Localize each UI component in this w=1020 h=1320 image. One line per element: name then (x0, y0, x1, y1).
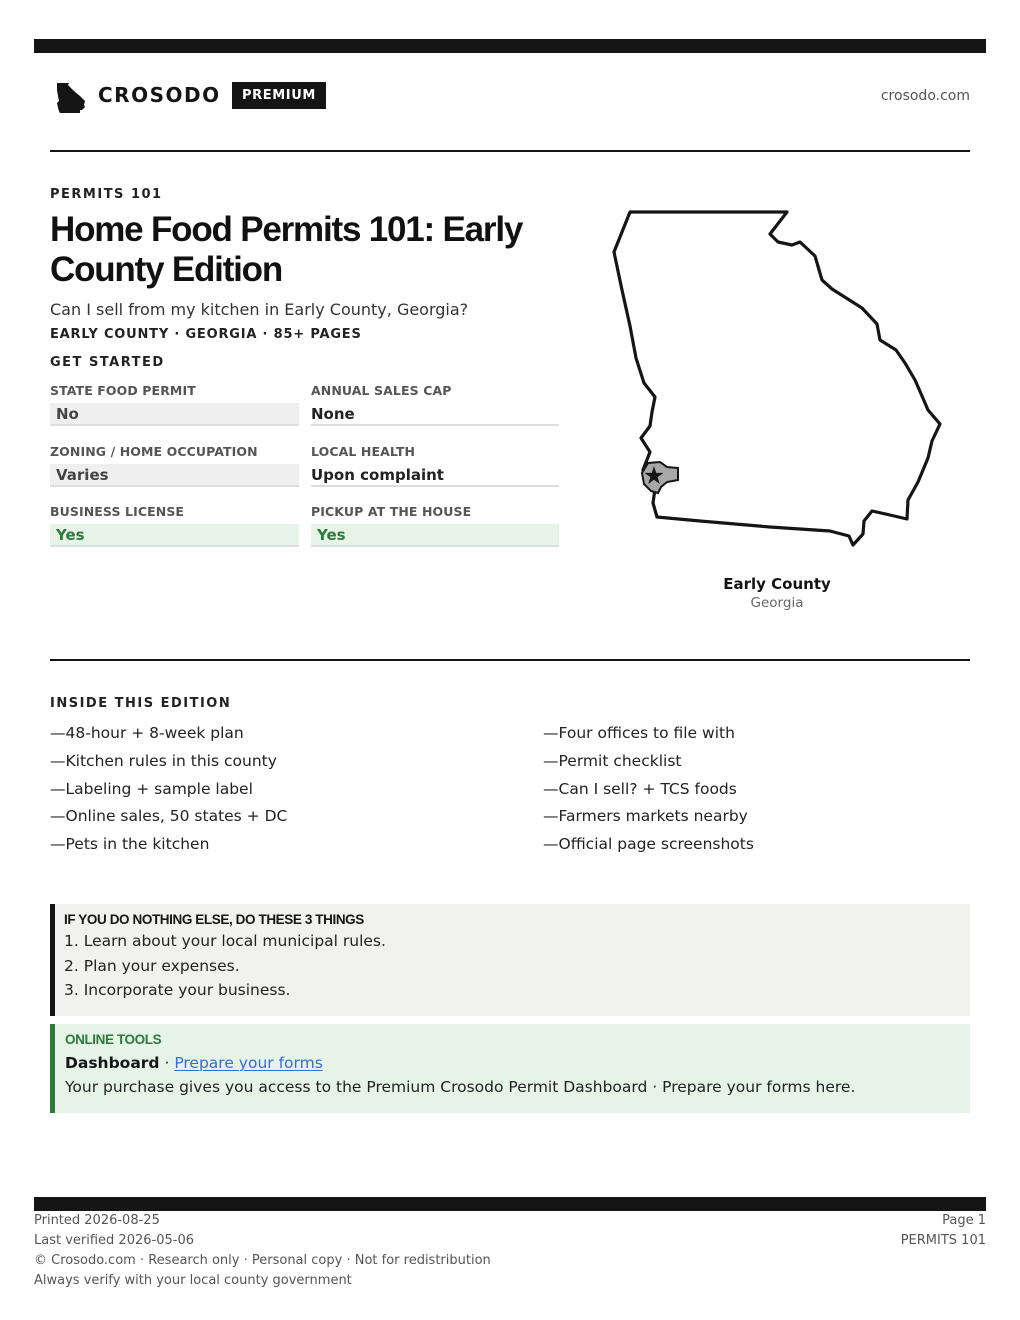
list-item: —Pets in the kitchen (50, 835, 210, 854)
fact-label: STATE FOOD PERMIT (50, 383, 196, 398)
inside-edition-heading: INSIDE THIS EDITION (50, 696, 232, 711)
georgia-state-silhouette-icon (52, 80, 86, 114)
fact-annual-sales-cap (311, 383, 559, 426)
list-item: —Can I sell? + TCS foods (543, 779, 737, 798)
brand-name: CROSODO (98, 83, 221, 107)
premium-badge: PREMIUM (232, 82, 326, 109)
fact-value: Yes (50, 524, 299, 547)
online-tools-box (50, 1024, 970, 1113)
list-item: —Permit checklist (543, 751, 682, 770)
list-item: —Kitchen rules in this county (50, 751, 277, 770)
list-item: —Labeling + sample label (50, 779, 253, 798)
fact-label: ANNUAL SALES CAP (311, 383, 452, 398)
georgia-state-map (605, 205, 950, 560)
section-eyebrow: PERMITS 101 (50, 187, 163, 202)
callout-step: 2. Plan your expenses. (64, 956, 240, 975)
divider (50, 150, 970, 152)
fact-business-license (50, 504, 299, 547)
georgia-outline (614, 212, 940, 545)
callout-step: 3. Incorporate your business. (64, 981, 291, 999)
fact-value: No (50, 403, 299, 426)
fact-label: PICKUP AT THE HOUSE (311, 504, 472, 519)
priority-callout (50, 904, 970, 1016)
tools-description: Your purchase gives you access to the Premium Crosodo Permit Dashboard · Prepare your forms here. (65, 1078, 856, 1096)
fact-value: Varies (50, 464, 299, 487)
fact-state-food-permit (50, 383, 299, 426)
map-county-name: Early County (723, 575, 831, 593)
dashboard-label: Dashboard (65, 1054, 160, 1072)
header (50, 78, 970, 118)
fact-local-health (311, 444, 559, 487)
divider (50, 659, 970, 661)
list-item: —Farmers markets nearby (543, 807, 748, 826)
callout-step: 1. Learn about your local municipal rules. (64, 932, 386, 950)
get-started-heading: GET STARTED (50, 355, 165, 370)
fact-label: ZONING / HOME OCCUPATION (50, 444, 258, 459)
list-item: —Online sales, 50 states + DC (50, 807, 288, 826)
bottom-bar (34, 1197, 986, 1211)
fact-value: None (311, 403, 559, 426)
fact-label: LOCAL HEALTH (311, 444, 416, 459)
printed-date: Printed 2026-08-25 (34, 1213, 160, 1228)
fact-value: Yes (311, 524, 559, 547)
inside-list-left (50, 722, 470, 861)
fact-value: Upon complaint (311, 464, 559, 487)
copyright-notice: © Crosodo.com · Research only · Personal copy · Not for redistribution (34, 1253, 491, 1268)
list-item: —Official page screenshots (543, 835, 754, 854)
map-caption (677, 575, 877, 611)
page-number: Page 1 (942, 1213, 986, 1228)
tools-links-row (65, 1051, 970, 1075)
list-item: —Four offices to file with (543, 724, 735, 742)
fact-pickup-at-house (311, 504, 559, 547)
page-title: Home Food Permits 101: Early County Edition (50, 210, 523, 289)
fact-zoning-home-occupation (50, 444, 299, 487)
online-tools-heading: ONLINE TOOLS (65, 1032, 162, 1047)
footer-left (34, 1211, 491, 1291)
footer-section: PERMITS 101 (900, 1233, 986, 1248)
edition-meta: EARLY COUNTY · GEORGIA · 85+ PAGES (50, 327, 362, 342)
page-subtitle: Can I sell from my kitchen in Early County, Georgia? (50, 300, 469, 319)
fact-label: BUSINESS LICENSE (50, 504, 185, 519)
tools-separator: · (159, 1054, 175, 1072)
prepare-forms-link[interactable]: Prepare your forms (174, 1054, 323, 1072)
inside-list-right (543, 722, 963, 861)
verified-date: Last verified 2026-05-06 (34, 1233, 194, 1248)
top-bar (34, 39, 986, 53)
callout-heading: IF YOU DO NOTHING ELSE, DO THESE 3 THINGS (64, 912, 364, 927)
footer-right (901, 1211, 986, 1251)
map-state-name: Georgia (750, 595, 804, 611)
list-item: —48-hour + 8-week plan (50, 724, 244, 742)
site-url[interactable]: crosodo.com (880, 88, 970, 104)
verify-note: Always verify with your local county government (34, 1273, 352, 1288)
